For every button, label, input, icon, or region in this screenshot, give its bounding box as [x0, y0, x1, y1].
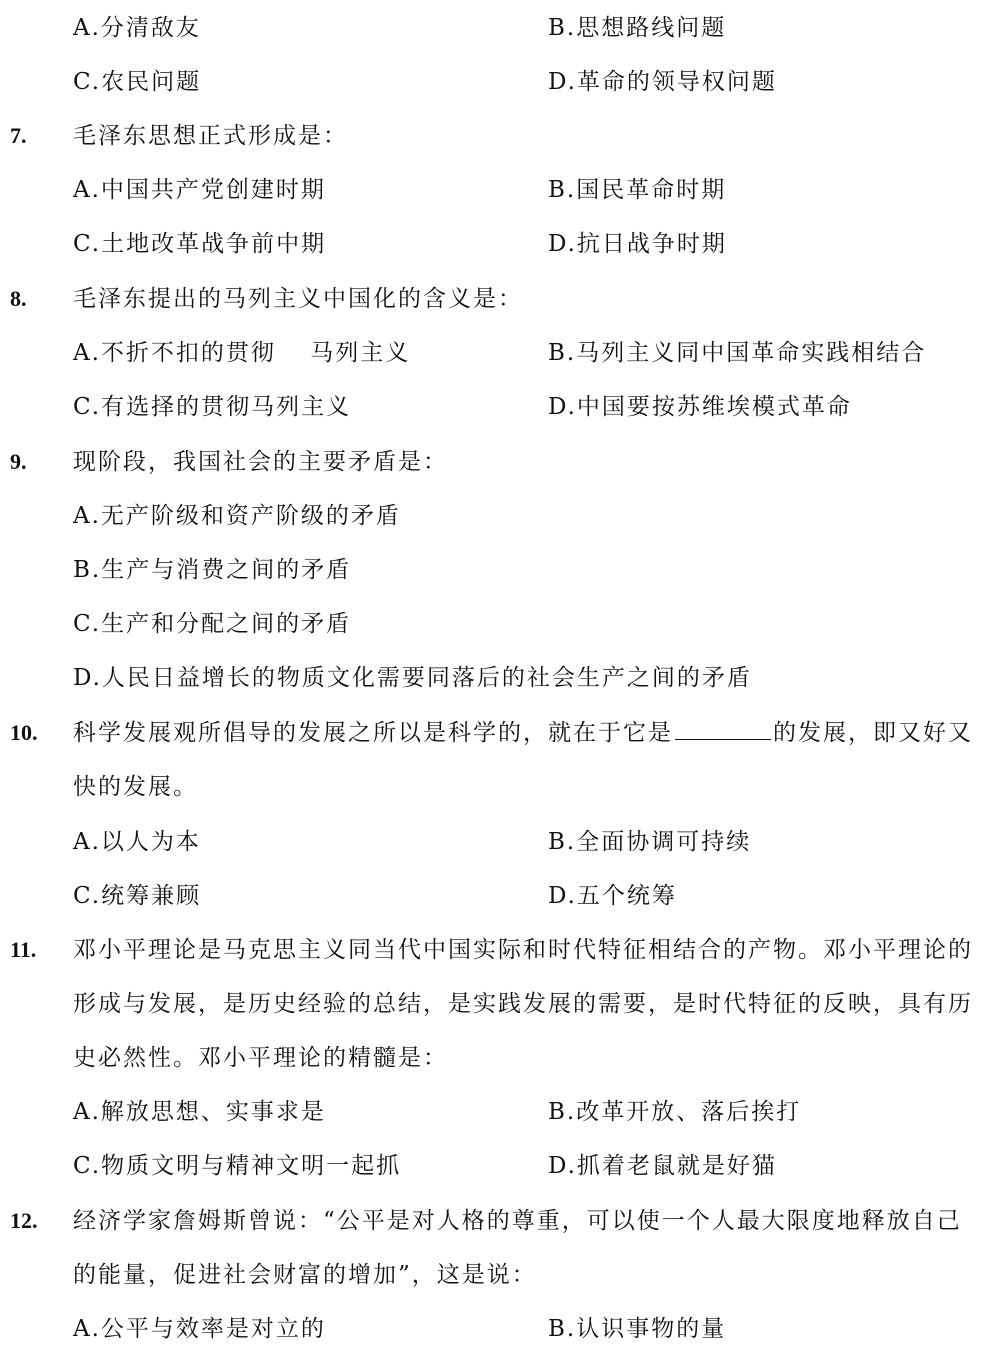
q8-option-a: A.不折不扣的贯彻 马列主义: [73, 340, 411, 366]
q9-stem: 现阶段，我国社会的主要矛盾是：: [73, 449, 448, 475]
q9-option-c: C.生产和分配之间的矛盾: [73, 611, 352, 637]
q12-option-b: B.认识事物的量: [548, 1316, 727, 1342]
q12-stem-line1: 经济学家詹姆斯曾说：“公平是对人格的尊重，可以使一个人最大限度地释放自己: [73, 1208, 962, 1234]
q10-option-b: B.全面协调可持续: [548, 829, 752, 855]
q7-option-a: A.中国共产党创建时期: [73, 177, 326, 203]
q8-stem: 毛泽东提出的马列主义中国化的含义是：: [73, 286, 523, 312]
q7-stem: 毛泽东思想正式形成是：: [73, 123, 348, 149]
q11-option-c: C.物质文明与精神文明一起抓: [73, 1153, 402, 1179]
q11-stem-line3: 史必然性。邓小平理论的精髓是：: [73, 1045, 448, 1071]
q8-option-d: D.中国要按苏维埃模式革命: [548, 394, 852, 420]
q10-number: 10.: [10, 720, 38, 745]
q11-option-d: D.抓着老鼠就是好猫: [548, 1153, 777, 1179]
q6-option-d: D.革命的领导权问题: [548, 69, 777, 95]
q7-option-d: D.抗日战争时期: [548, 231, 727, 257]
q10-stem-line2: 快的发展。: [73, 774, 198, 800]
q10-option-a: A.以人为本: [73, 829, 201, 855]
q6-option-a: A.分清敌友: [73, 15, 201, 41]
q7-number: 7.: [10, 123, 27, 148]
q11-stem-line1: 邓小平理论是马克思主义同当代中国实际和时代特征相结合的产物。邓小平理论的: [73, 937, 973, 963]
q10-option-c: C.统筹兼顾: [73, 883, 202, 909]
q11-option-a: A.解放思想、实事求是: [73, 1099, 326, 1125]
q9-option-d: D.人民日益增长的物质文化需要同落后的社会生产之间的矛盾: [73, 665, 752, 691]
q8-number: 8.: [10, 286, 27, 311]
q8-option-c: C.有选择的贯彻马列主义: [73, 394, 352, 420]
q9-option-b: B.生产与消费之间的矛盾: [73, 557, 352, 583]
q6-option-c: C.农民问题: [73, 69, 202, 95]
q10-stem-part1: 科学发展观所倡导的发展之所以是科学的，就在于它是: [73, 720, 673, 746]
q7-option-c: C.土地改革战争前中期: [73, 231, 327, 257]
q11-option-b: B.改革开放、落后挨打: [548, 1099, 802, 1125]
q8-option-b: B.马列主义同中国革命实践相结合: [548, 340, 927, 366]
q11-number: 11.: [10, 937, 37, 962]
q6-option-b: B.思想路线问题: [548, 15, 727, 41]
q12-stem-line2: 的能量，促进社会财富的增加”，这是说：: [73, 1262, 537, 1288]
q12-option-a: A.公平与效率是对立的: [73, 1316, 326, 1342]
q10-stem-part2: 的发展，即又好又: [773, 720, 973, 746]
q10-answer-blank: [675, 719, 771, 740]
q11-stem-line2: 形成与发展，是历史经验的总结，是实践发展的需要，是时代特征的反映，具有历: [73, 991, 973, 1017]
q12-number: 12.: [10, 1208, 38, 1233]
q9-option-a: A.无产阶级和资产阶级的矛盾: [73, 503, 401, 529]
q10-stem-line1: [73, 719, 973, 747]
q9-number: 9.: [10, 449, 27, 474]
q10-option-d: D.五个统筹: [548, 883, 677, 909]
q7-option-b: B.国民革命时期: [548, 177, 727, 203]
